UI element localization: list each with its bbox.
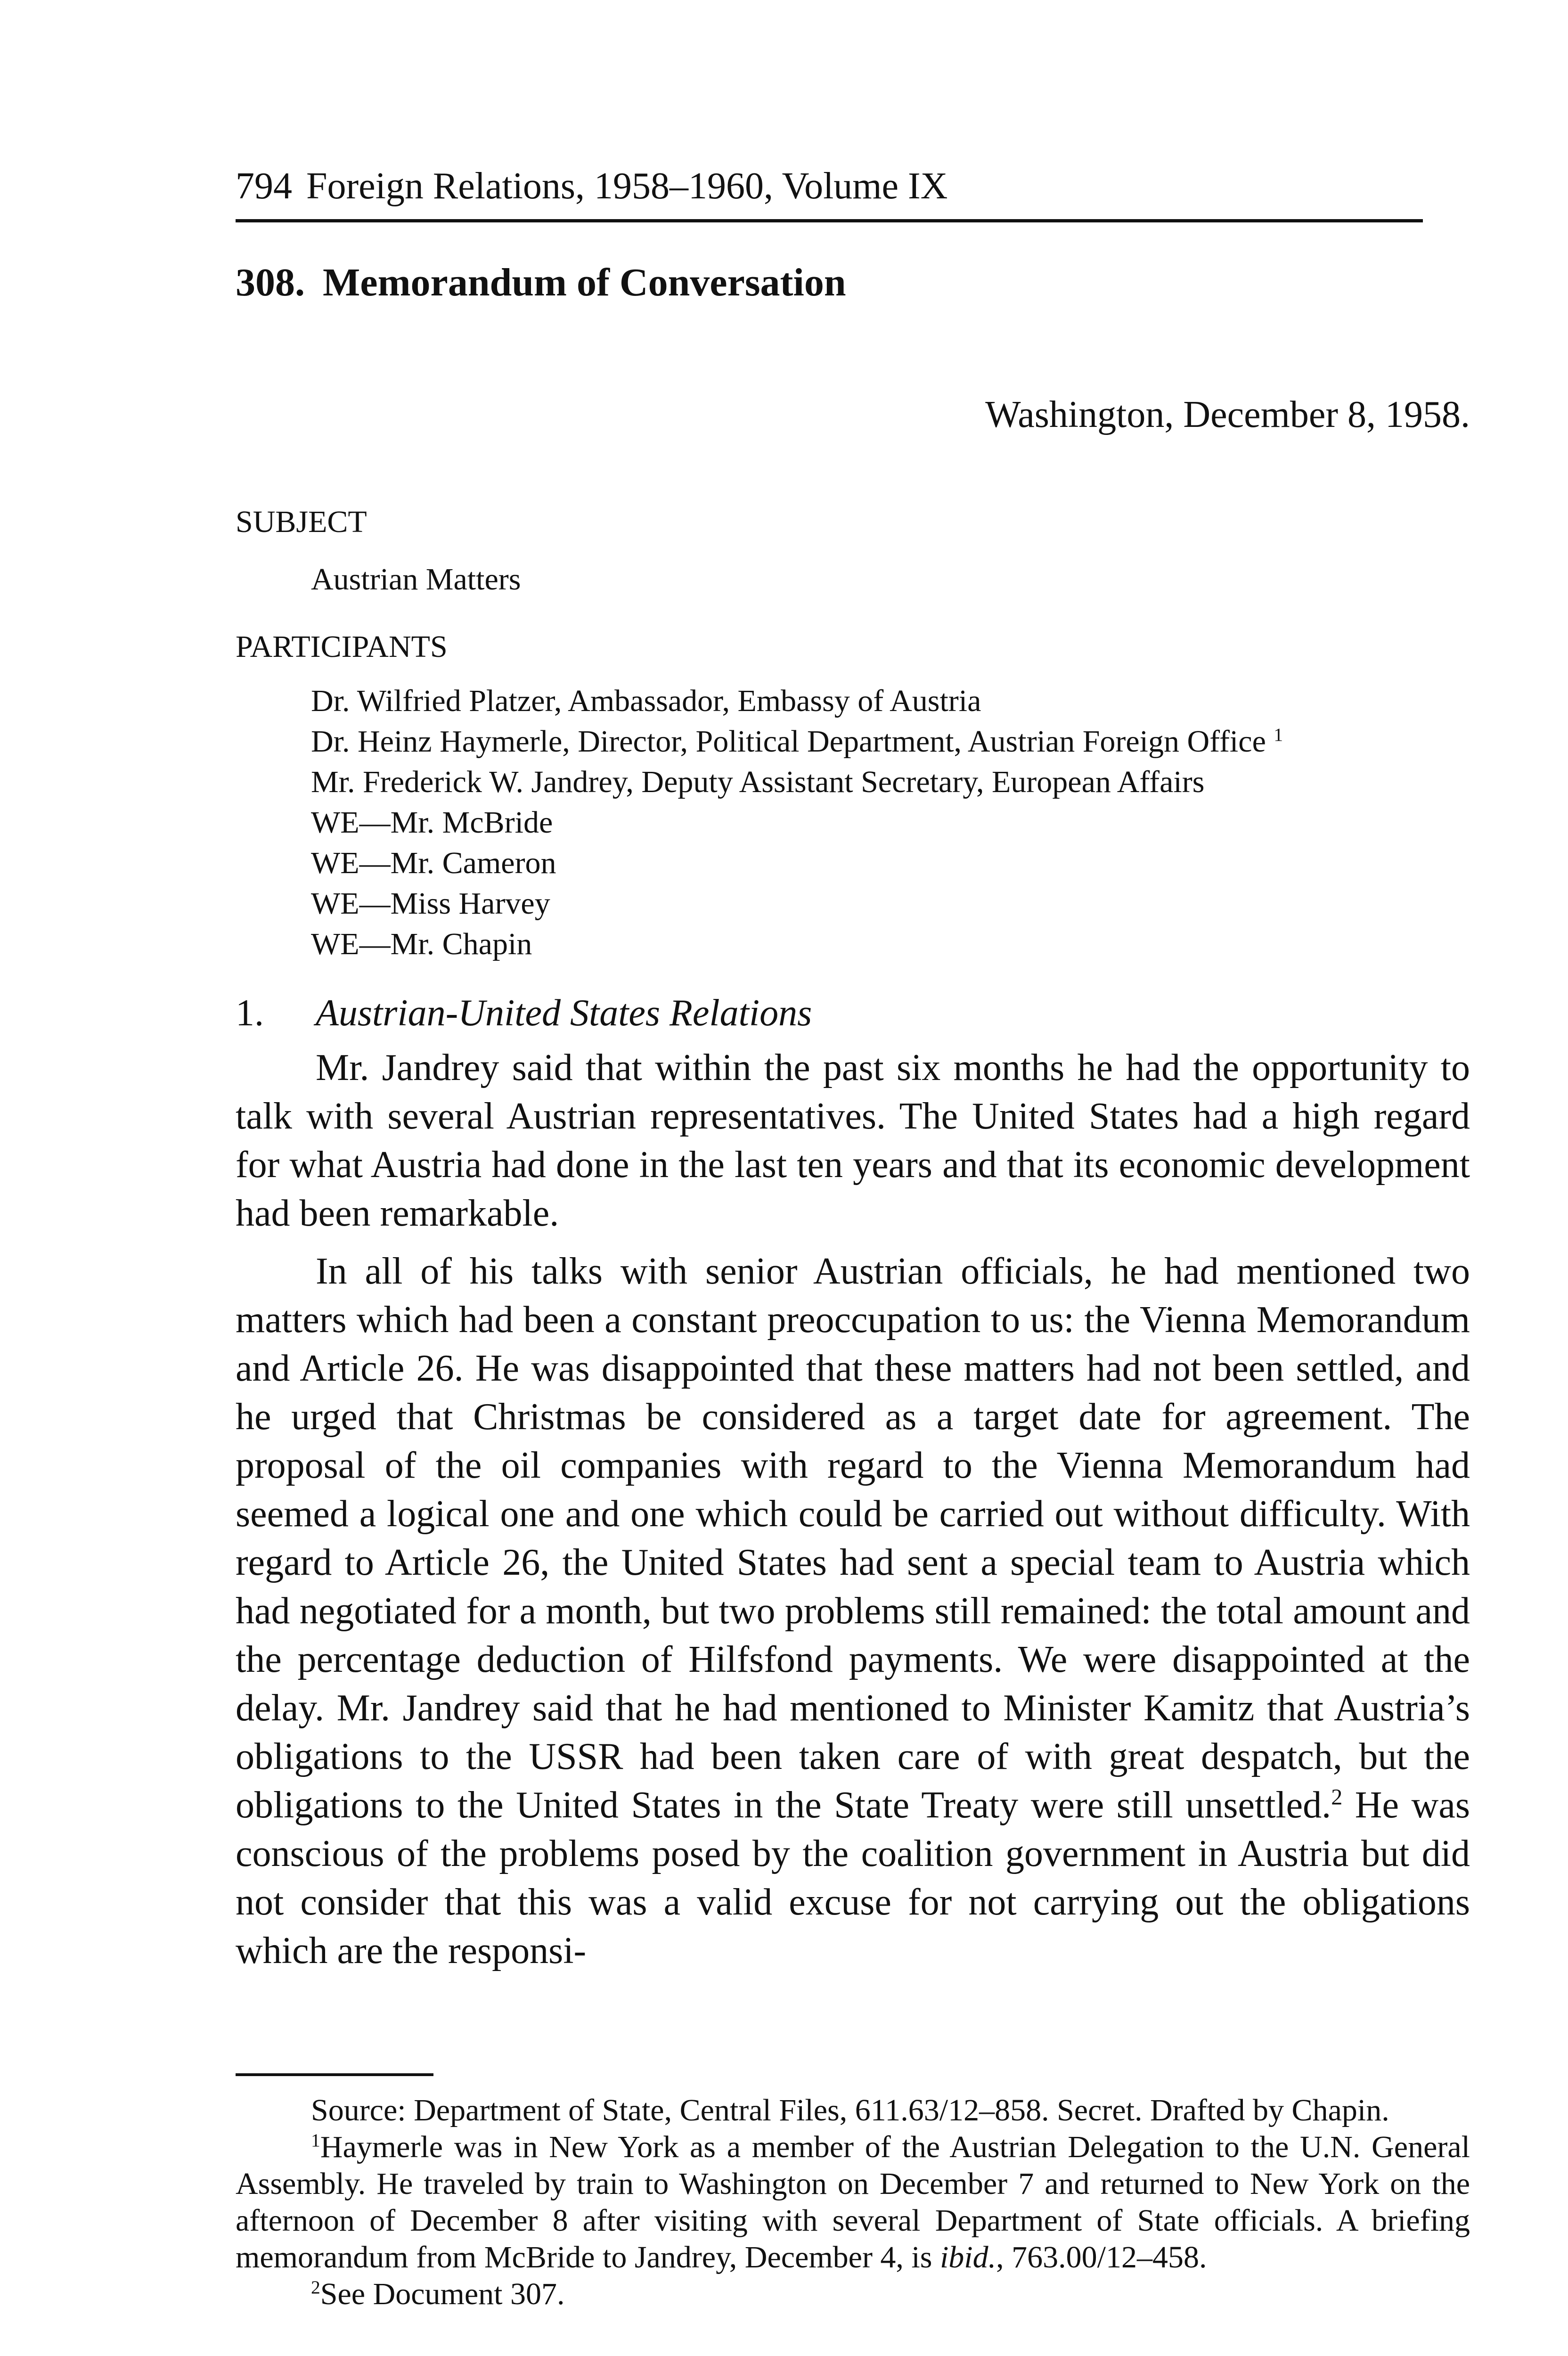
header-rule bbox=[236, 219, 1423, 222]
footnote-ref-2: 2 bbox=[1331, 1784, 1343, 1810]
participant-item: Dr. Heinz Haymerle, Director, Political Department, Austrian Foreign Office $^1$ bbox=[311, 724, 1283, 759]
document-title: Memorandum of Conversation bbox=[323, 261, 846, 304]
source-note: Source: Department of State, Central Files, 611.63/12–858. Secret. Drafted by Chapin. bbox=[311, 2093, 1389, 2127]
footnote-1: $^1$Haymerle was in New York as a member of the Austrian Delegation to the U.N. General Assembly. He traveled by train to Washington on December 7 and returned to New York on the afternoon of December 8 after visiting with several Department of State officials. A briefing memorandum from McBride to Jandrey, December 4, is ibid., 763.00/12–458. bbox=[236, 2130, 1470, 2274]
footnotes bbox=[236, 2092, 1470, 2313]
footnote-2: $^2$See Document 307. bbox=[311, 2277, 565, 2311]
subject-label: SUBJECT bbox=[236, 505, 367, 539]
participant-item: WE—Miss Harvey bbox=[311, 886, 550, 921]
footnote-marker: 1 bbox=[311, 2130, 320, 2151]
section-number: 1. bbox=[236, 992, 264, 1034]
paragraph: Mr. Jandrey said that within the past six months he had the opportunity to talk with several Austrian representatives. The United States had a high regard for what Austria had done in the last ten years and that its economic development had been remarkable. bbox=[236, 1047, 1470, 1234]
participant-item: Dr. Wilfried Platzer, Ambassador, Embassy of Austria bbox=[311, 684, 981, 718]
running-head bbox=[236, 163, 1423, 210]
paragraph: In all of his talks with senior Austrian officials, he had mentioned two matters which had been a constant preoccupation to us: the Vienna Memorandum and Article 26. He was disappointed that these matters had not been settled, and he urged that Christmas be considered as a target date for agreement. The proposal of the oil companies with regard to the Vienna Memorandum had seemed a logical one and one which could be carried out without difficulty. With regard to Article 26, the United States had sent a special team to Austria which had negotiated for a month, but two problems still remained: the total amount and the percentage deduction of Hilfsfond payments. We were disappointed at the delay. Mr. Jandrey said that he had mentioned to Minister Kamitz that Austria’s obligations to the USSR had been taken care of with great despatch, but the obligations to the United States in the State Treaty were still unsettled.$^2$ He was conscious of the problems posed by the coalition government in Austria but did not consider that this was a valid excuse for not carrying out the obligations which are the responsi- bbox=[236, 1251, 1470, 1972]
section-heading bbox=[236, 990, 1423, 1037]
footnote-ref-1: 1 bbox=[1274, 724, 1283, 745]
participants-label: PARTICIPANTS bbox=[236, 630, 448, 664]
place-date: Washington, December 8, 1958. bbox=[985, 394, 1470, 435]
participants-list bbox=[311, 681, 1442, 965]
section-title: Austrian-United States Relations bbox=[316, 992, 812, 1034]
participant-item: WE—Mr. McBride bbox=[311, 805, 553, 840]
footnote-marker: 2 bbox=[311, 2277, 320, 2298]
footnote-rule bbox=[236, 2073, 433, 2076]
participant-item: WE—Mr. Chapin bbox=[311, 927, 532, 961]
participant-item: Mr. Frederick W. Jandrey, Deputy Assistant Secretary, European Affairs bbox=[311, 765, 1205, 799]
body-text bbox=[236, 1044, 1470, 1985]
volume-title: Foreign Relations, 1958–1960, Volume IX bbox=[306, 165, 948, 207]
document-heading bbox=[236, 259, 1423, 306]
document-number: 308. bbox=[236, 261, 305, 304]
subject-value: Austrian Matters bbox=[311, 562, 521, 597]
participant-item: WE—Mr. Cameron bbox=[311, 846, 556, 880]
page-number: 794 bbox=[236, 165, 292, 207]
